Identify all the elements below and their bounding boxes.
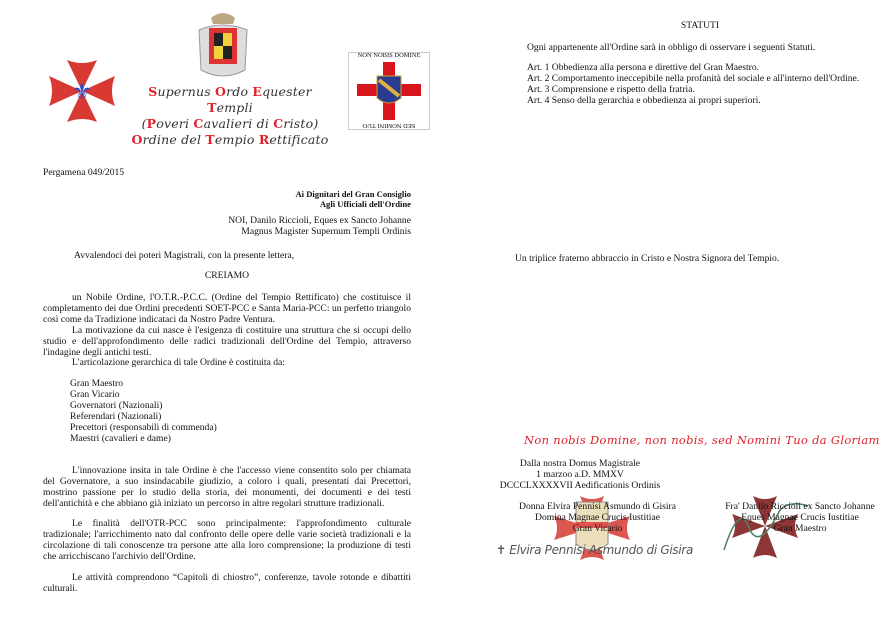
rank-item: Maestri (cavalieri e dame) (70, 432, 171, 444)
date-line: DCCCLXXXXVII Aedificationis Ordinis (499, 479, 661, 491)
sender-line: Magnus Magister Supernum Templi Ordinis (241, 225, 411, 237)
title-line: Supernus Ordo Equester Templi (148, 84, 312, 115)
date-line: 1 marzoo a.D. MMXV (536, 468, 624, 480)
paragraph: un Nobile Ordine, l'O.T.R.-P.C.C. (Ordine del Tempio Rettificato) che costituisce il completamento dei due Ordini precedenti SOET-PCC e Santa Maria-PCC: un perfetto triangolo così come da Tradizione indicataci da Nostro Padre Ventura. (43, 292, 411, 325)
signatory-name: Donna Elvira Pennisi Asmundo di Gisira (519, 501, 676, 512)
letter-body (43, 293, 411, 595)
paragraph: L'innovazione insita in tale Ordine è che l'accesso viene consentito solo per chiamata del Governatore, a suo insindacabile giudizio, a coloro i quali, presentati dai Precettori, mostrino passione per lo studio della storia, dei monumenti, dei documenti e dei testi dell'antichità e che abbiano già iniziato un percorso in altre regolari strutture tradizionali. (43, 464, 411, 509)
order-title (125, 84, 335, 148)
paragraph: Le finalità dell'OTR-PCC sono principalmente: l'approfondimento culturale tradizionale; l'arricchimento nato dal confronto delle opere delle varie società tradizionali e la circolazione di tali conoscenze tra persone atte alla loro comprensione; la produzione di testi che arricchiscano l'archivio dell'Ordine. (43, 518, 411, 563)
rank-item: Gran Vicario (70, 389, 120, 401)
motto: Non nobis Domine, non nobis, sed Nomini Tuo da Gloriam (524, 433, 880, 447)
recipient: Agli Ufficiali dell'Ordine (319, 199, 411, 209)
recipients (200, 189, 411, 209)
statuti-heading: STATUTI (680, 20, 720, 31)
seal-text-top: NON NOBIS DOMINE (357, 52, 421, 59)
article: Art. 3 Comprensione e rispetto della fratria. (527, 83, 695, 95)
greeting: Un triplice fraterno abbraccio in Cristo e Nostra Signora del Tempio. (515, 253, 780, 264)
seal-cross-icon (357, 62, 421, 120)
templar-cross-emblem (47, 58, 117, 124)
rank-item: Referendari (Nazionali) (70, 411, 162, 423)
handwritten-signature: ✝ Elvira Pennisi Asmundo di Gisira (496, 543, 694, 557)
reference-number: Pergamena 049/2015 (43, 167, 125, 178)
svg-text:⚜: ⚜ (72, 79, 92, 104)
sender-line: NOI, Danilo Riccioli, Eques ex Sancto Johanne (228, 215, 411, 226)
title-line: (Poveri Cavalieri di Cristo) (141, 116, 319, 131)
signatory-name: Fra' Danilo Riccioli ex Sancto Johanne (725, 501, 875, 512)
article: Art. 1 Obbedienza alla persona e direttive del Gran Maestro. (527, 62, 760, 73)
signatory-title: Eques Magnae Crucis Iustitiae (741, 511, 859, 523)
sender (180, 216, 411, 238)
ranks-list (70, 379, 411, 444)
signatory-title: Domina Magnae Crucis Iustitiae (535, 511, 660, 523)
article: Art. 2 Comportamento ineccepibile nella profanità del sociale e all'interno dell'Ordine. (527, 72, 860, 84)
title-line: Ordine del Tempio Rettificato (131, 132, 329, 147)
rank-item: Gran Maestro (70, 378, 124, 390)
seal-text-bottom: SED NOMINI TUO (362, 122, 416, 129)
paragraph: L'articolazione gerarchica di tale Ordine è costituita da: (72, 357, 285, 369)
place-date (480, 459, 680, 492)
coat-of-arms-emblem (195, 8, 251, 82)
recipient: Ai Dignitari del Gran Consiglio (295, 189, 411, 199)
paragraph: La motivazione da cui nasce è l'esigenza di costituire una struttura che si occupi dello studio e dell'approfondimento delle radici tradizionali dell'Ordine del Tempio, attraverso l'indagine degli antichi testi. (43, 324, 411, 358)
signatory-right (700, 502, 885, 535)
opening-line: Avvalendoci dei poteri Magistrali, con la presente lettera, (74, 250, 295, 261)
creiamo-heading: CREIAMO (204, 270, 250, 281)
signatory-left (515, 502, 680, 535)
order-seal (348, 52, 430, 130)
statuti-articles (527, 63, 859, 107)
signature-text: Elvira Pennisi Asmundo di Gisira (509, 543, 694, 557)
article: Art. 4 Senso della gerarchia e obbedienza ai propri superiori. (527, 94, 761, 106)
statuti-intro: Ogni appartenente all'Ordine sarà in obbligo di osservare i seguenti Statuti. (527, 42, 816, 53)
signatory-role: Gran Vicario (572, 522, 623, 534)
place-line: Dalla nostra Domus Magistrale (519, 458, 641, 469)
rank-item: Governatori (Nazionali) (70, 400, 163, 412)
rank-item: Precettori (responsabili di commenda) (70, 421, 217, 433)
signatory-role: Gran Maestro (773, 522, 827, 534)
paragraph: Le attività comprendono “Capitoli di chiostro”, conferenze, tavole rotonde e dibattiti culturali. (43, 572, 411, 594)
